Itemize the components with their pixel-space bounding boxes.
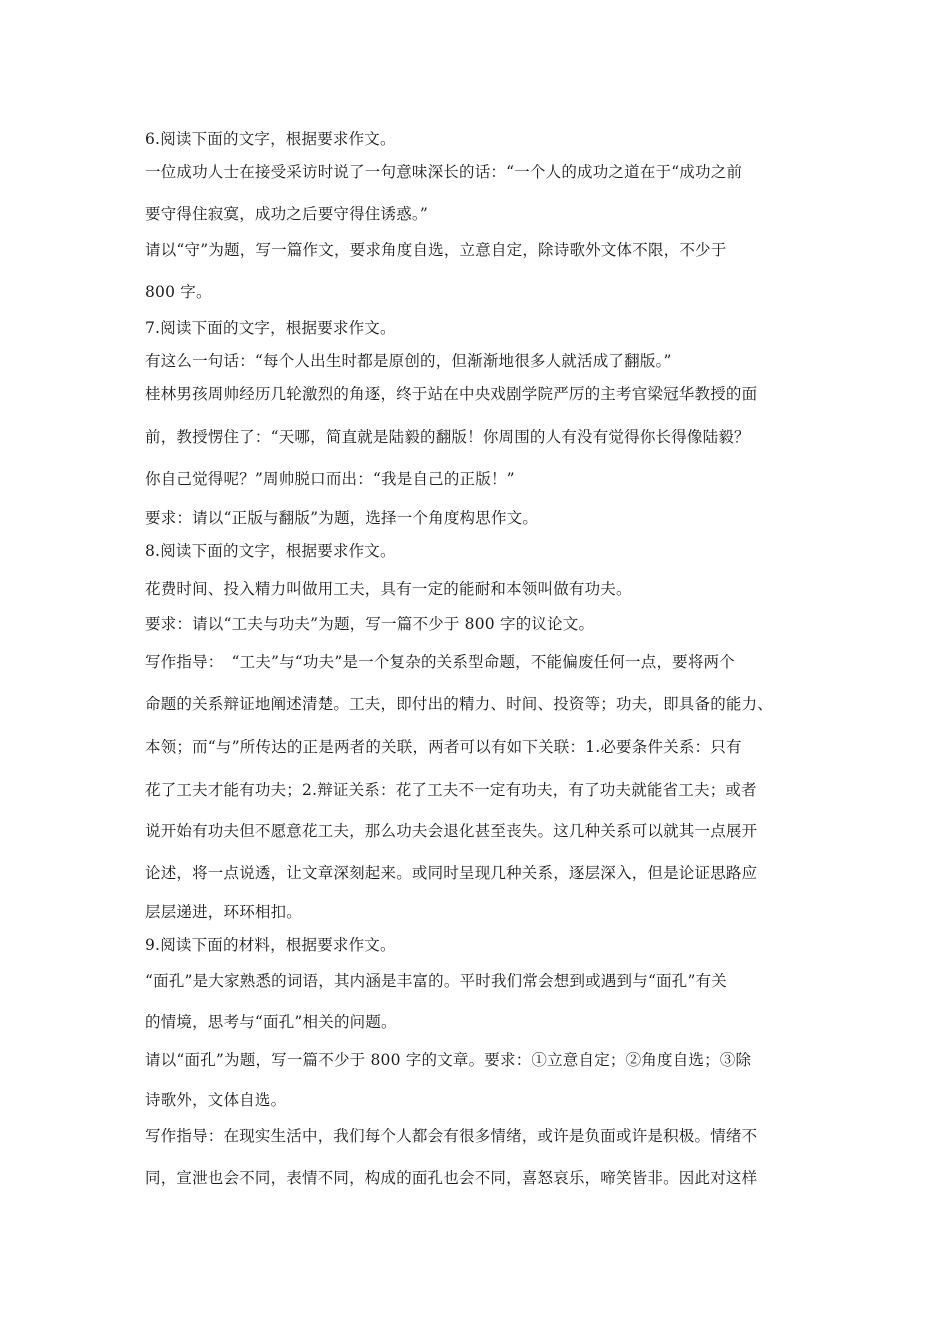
- q7-requirement: 要求：请以“正版与翻版”为题，选择一个角度构思作文。: [145, 509, 539, 527]
- q7-material-line-1: 桂林男孩周帅经历几轮激烈的角逐，终于站在中央戏剧学院严厉的主考官梁冠华教授的面: [145, 385, 758, 403]
- q7-quote: 有这么一句话：“每个人出生时都是原创的，但渐渐地很多人就活成了翻版。”: [145, 352, 672, 370]
- q8-requirement: 要求：请以“工夫与功夫”为题，写一篇不少于 800 字的议论文。: [145, 615, 595, 633]
- q6-requirement-line-2: 800 字。: [145, 283, 212, 301]
- q8-material: 花费时间、投入精力叫做用工夫，具有一定的能耐和本领叫做有功夫。: [145, 580, 632, 598]
- q8-guide-line-5: 说开始有功夫但不愿意花工夫，那么功夫会退化甚至丧失。这几种关系可以就其一点展开: [145, 822, 758, 840]
- q9-material-line-2: 的情境，思考与“面孔”相关的问题。: [145, 1013, 397, 1031]
- q9-guide-line-1: 写作指导：在现实生活中，我们每个人都会有很多情绪，或许是负面或许是积极。情绪不: [145, 1127, 758, 1145]
- q8-guide-line-4: 花了工夫才能有功夫；2.辩证关系：花了工夫不一定有功夫，有了功夫就能省工夫；或者: [145, 781, 757, 799]
- q6-material-line-2: 要守得住寂寞，成功之后要守得住诱惑。”: [145, 205, 428, 223]
- q7-heading: 7.阅读下面的文字，根据要求作文。: [145, 319, 396, 337]
- q8-guide-line-3: 本领；而“与”所传达的正是两者的关联，两者可以有如下关联：1.必要条件关系：只有: [145, 738, 742, 756]
- q9-requirement-line-1: 请以“面孔”为题，写一篇不少于 800 字的文章。要求：①立意自定；②角度自选；③除: [145, 1051, 752, 1069]
- q8-guide-line-7: 层层递进，环环相扣。: [145, 903, 303, 921]
- q8-guide-line-2: 命题的关系辩证地阐述清楚。工夫，即付出的精力、时间、投资等；功夫，即具备的能力、: [145, 695, 774, 713]
- q8-guide-line-1: 写作指导： “工夫”与“功夫”是一个复杂的关系型命题，不能偏废任何一点，要将两个: [145, 653, 735, 671]
- q7-material-line-2: 前，教授愣住了：“天哪，简直就是陆毅的翻版！你周围的人有没有觉得你长得像陆毅？: [145, 428, 750, 446]
- q8-guide-line-6: 论述，将一点说透，让文章深刻起来。或同时呈现几种关系，逐层深入，但是论证思路应: [145, 864, 758, 882]
- q9-guide-line-2: 同，宣泄也会不同，表情不同，构成的面孔也会不同，喜怒哀乐，啼笑皆非。因此对这样: [145, 1169, 758, 1187]
- q9-heading: 9.阅读下面的材料，根据要求作文。: [145, 936, 396, 954]
- q9-material-line-1: “面孔”是大家熟悉的词语，其内涵是丰富的。平时我们常会想到或遇到与“面孔”有关: [145, 972, 727, 990]
- q9-requirement-line-2: 诗歌外，文体自选。: [145, 1091, 287, 1109]
- q6-requirement-line-1: 请以“守”为题，写一篇作文，要求角度自选，立意自定，除诗歌外文体不限，不少于: [145, 241, 727, 259]
- q7-material-line-3: 你自己觉得呢？”周帅脱口而出：“我是自己的正版！”: [145, 470, 515, 488]
- q8-heading: 8.阅读下面的文字，根据要求作文。: [145, 542, 396, 560]
- q6-material-line-1: 一位成功人士在接受采访时说了一句意味深长的话：“一个人的成功之道在于“成功之前: [145, 163, 743, 181]
- q6-heading: 6.阅读下面的文字，根据要求作文。: [145, 130, 396, 148]
